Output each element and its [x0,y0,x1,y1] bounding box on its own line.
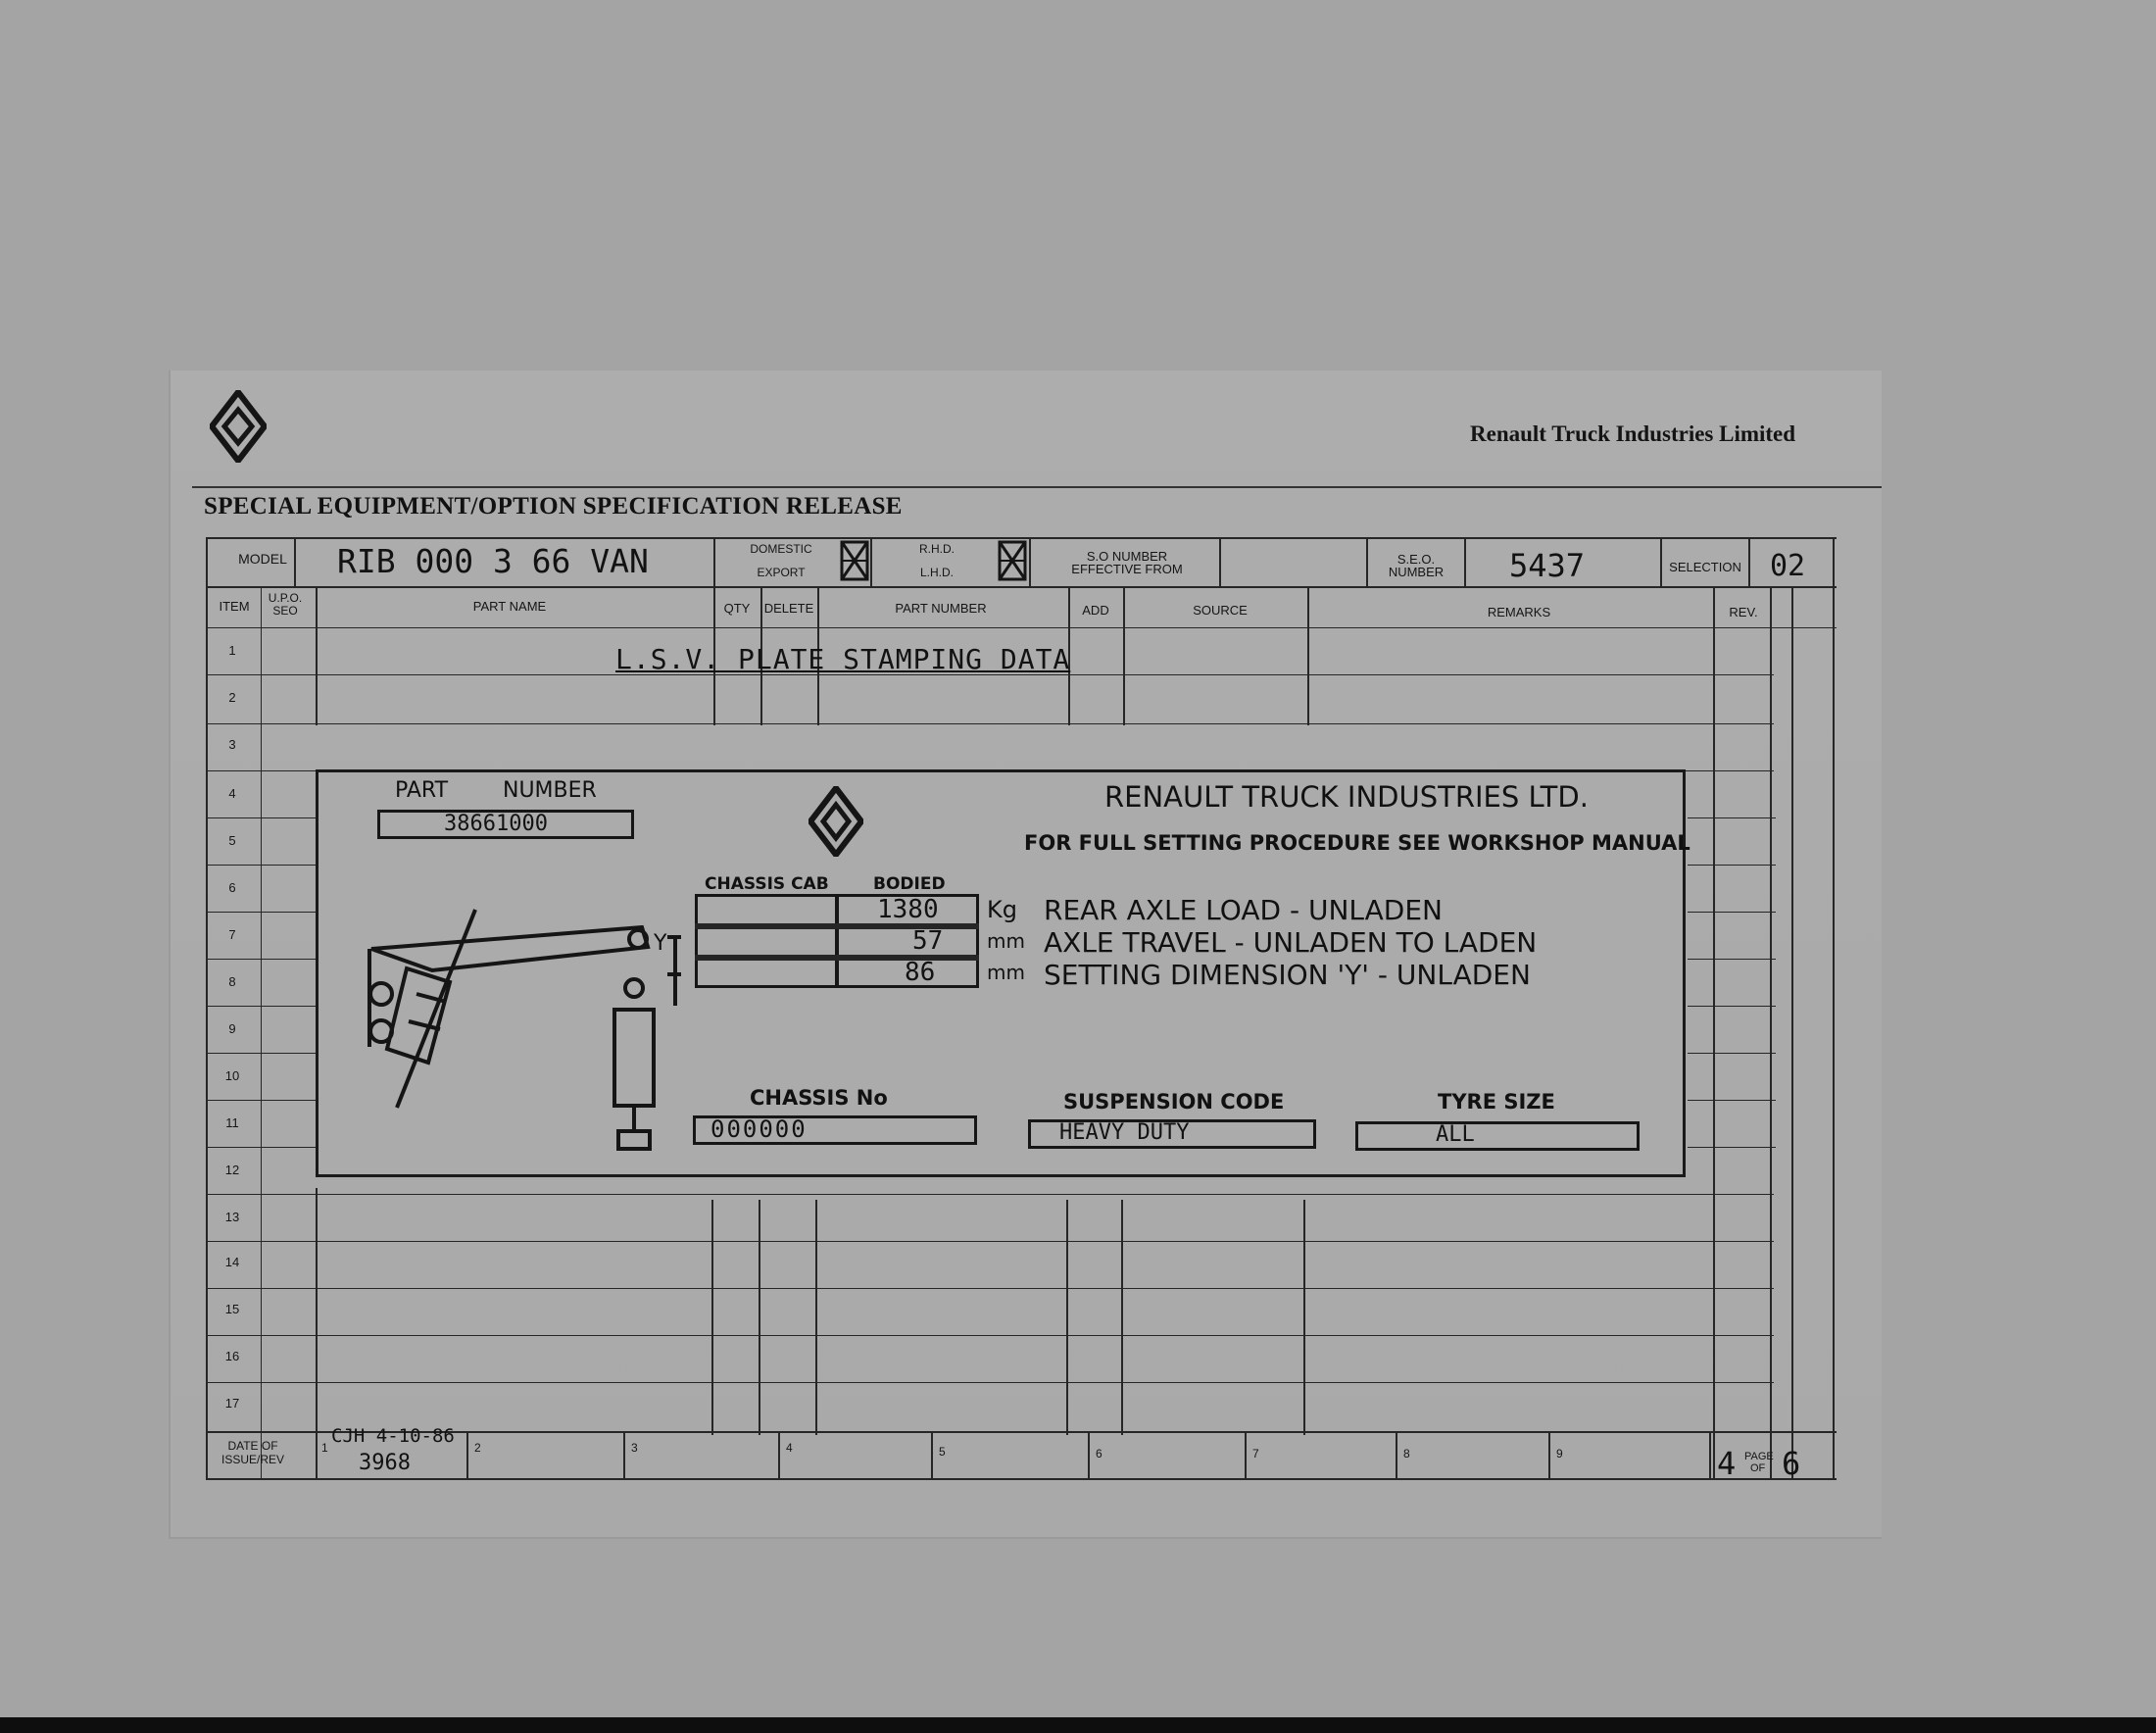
grid-line [206,1288,1774,1289]
grid-line [1688,1100,1776,1101]
page-current: 4 [1717,1445,1737,1482]
grid-line [206,817,316,818]
row-number: 2 [228,690,236,705]
grid-line [1303,1200,1305,1435]
suspension-code-label: SUSPENSION CODE [1063,1090,1285,1114]
grid-line [206,537,1837,539]
grid-line [1791,586,1793,1480]
row-number: 10 [224,1068,240,1083]
stamping-plate [316,769,1690,1177]
issue-slot-number: 1 [321,1441,328,1455]
row-number: 16 [224,1349,240,1363]
grid-line [206,1053,316,1054]
grid-line [206,537,208,1478]
issue-slot-number: 3 [631,1441,638,1455]
spec-unit: Kg [987,896,1017,923]
grid-line [1688,865,1776,866]
spec-description: SETTING DIMENSION 'Y' - UNLADEN [1044,959,1531,991]
grid-line [206,723,1774,724]
page-label: PAGE [1744,1451,1774,1462]
spec-chassis-cab-box [695,894,838,988]
grid-line [623,1431,625,1480]
seo-number-label: S.E.O. [1396,552,1436,567]
row-number: 15 [224,1302,240,1316]
page-of-label: OF [1750,1462,1766,1474]
suspension-diagram-icon [348,900,681,1164]
col-part-name: PART NAME [472,599,547,614]
col-source: SOURCE [1193,603,1248,618]
grid-line [1688,1006,1776,1007]
issue-1-signature: CJH 4-10-86 [331,1425,455,1447]
grid-line [206,627,1837,628]
issue-slot-number: 2 [474,1441,481,1455]
plate-part-label: PART [395,778,449,803]
page-total: 6 [1782,1445,1801,1482]
spec-description: AXLE TRAVEL - UNLADEN TO LADEN [1044,926,1538,959]
row-number: 8 [228,974,236,989]
row-number: 7 [228,927,236,942]
row-number: 4 [228,786,236,801]
spec-value: 57 [912,926,944,956]
row-number: 1 [228,643,236,658]
grid-line [713,537,715,586]
export-label: EXPORT [757,566,806,579]
chassis-no-label: CHASSIS No [750,1086,888,1110]
domestic-label: DOMESTIC [750,542,812,556]
grid-line [316,586,318,725]
spec-value: 1380 [877,895,939,924]
plate-renault-logo-icon [808,786,863,857]
seo-number-value: 5437 [1509,547,1586,584]
grid-line [1219,537,1221,586]
grid-line [466,1431,468,1480]
grid-line [206,1147,316,1148]
grid-line [1245,1431,1247,1480]
date-of-issue-label-2: ISSUE/REV [220,1453,285,1466]
row-number: 17 [224,1396,240,1411]
row-number: 3 [228,737,236,752]
spec-value: 86 [905,958,936,987]
plate-part-number-value: 38661000 [444,812,548,836]
spec-description: REAR AXLE LOAD - UNLADEN [1044,894,1443,926]
grid-line [1366,537,1368,586]
grid-line [206,586,1837,588]
row-number: 9 [228,1021,236,1036]
grid-line [1688,1147,1776,1148]
grid-line [1464,537,1466,586]
seo-number-label-2: NUMBER [1388,565,1445,579]
rhd-label: R.H.D. [919,542,955,556]
row-number: 14 [224,1255,240,1269]
header-rule [192,486,1882,488]
grid-line [206,865,316,866]
row-number: 11 [225,1115,239,1130]
plate-number-label: NUMBER [503,778,597,803]
grid-line [1548,1431,1550,1480]
grid-line [316,1188,318,1480]
grid-line [261,586,262,1480]
grid-line [1748,537,1750,586]
diagram-y-label: Y [654,931,667,956]
grid-line [206,912,316,913]
row-number: 13 [224,1210,240,1224]
chassis-cab-label: CHASSIS CAB [705,874,829,894]
col-part-number: PART NUMBER [895,601,987,616]
issue-slot-number: 9 [1556,1447,1563,1461]
renault-logo-icon [210,390,267,463]
chassis-no-value: 000000 [710,1115,808,1143]
grid-line [1713,586,1715,1480]
grid-line [1688,1053,1776,1054]
grid-line [1123,586,1125,725]
grid-line [1709,1431,1711,1480]
selection-label: SELECTION [1669,560,1741,574]
spec-unit: mm [987,961,1025,984]
grid-line [206,959,316,960]
grid-line [759,1200,760,1435]
grid-line [294,537,296,586]
issue-slot-number: 8 [1403,1447,1410,1461]
lhd-label: L.H.D. [919,566,954,579]
grid-line [815,1200,817,1435]
form-title: SPECIAL EQUIPMENT/OPTION SPECIFICATION RELEASE [204,493,903,520]
domestic-export-checkbox[interactable] [840,540,869,581]
plate-company: RENAULT TRUCK INDUSTRIES LTD. [1104,780,1589,814]
grid-line [1088,1431,1090,1480]
issue-slot-number: 7 [1252,1447,1259,1461]
issue-slot-number: 6 [1096,1447,1102,1461]
grid-line [778,1431,780,1480]
grid-line [870,537,872,586]
col-rev: REV. [1729,605,1758,619]
row1-part-name: L.S.V. PLATE STAMPING DATA [615,643,1071,675]
grid-line [206,1382,1774,1383]
issue-slot-number: 5 [939,1445,946,1459]
grid-line [206,1006,316,1007]
grid-line [931,1431,933,1480]
col-upo-2: SEO [272,604,298,618]
photo-frame-edge [0,1717,2156,1733]
suspension-code-value: HEAVY DUTY [1059,1120,1190,1145]
grid-line [1066,1200,1068,1435]
grid-line [1396,1431,1397,1480]
company-name: Renault Truck Industries Limited [1470,421,1796,446]
grid-line [1688,959,1776,960]
grid-line [206,1241,1774,1242]
issue-slot-number: 4 [786,1441,793,1455]
so-number-label: S.O NUMBER [1086,549,1168,564]
tyre-size-label: TYRE SIZE [1438,1090,1555,1114]
grid-line [206,1478,1837,1480]
grid-line [1029,537,1031,586]
col-delete: DELETE [763,601,814,616]
tyre-size-value: ALL [1436,1122,1475,1147]
row-number: 12 [224,1163,240,1177]
issue-1-rev: 3968 [359,1451,411,1475]
grid-line [1688,912,1776,913]
bodied-label: BODIED [873,874,946,894]
date-of-issue-label: DATE OF [227,1439,278,1453]
grid-line [1121,1200,1123,1435]
col-qty: QTY [723,601,751,616]
effective-from-label: EFFECTIVE FROM [1071,562,1183,576]
col-add: ADD [1082,603,1109,618]
tyre-size-box [1355,1121,1640,1151]
col-item: ITEM [219,599,250,614]
grid-line [1770,586,1772,1480]
grid-line [206,1194,1774,1195]
grid-line [711,1200,713,1435]
col-upo: U.P.O. [268,591,303,605]
plate-procedure-note: FOR FULL SETTING PROCEDURE SEE WORKSHOP MANUAL [1024,831,1690,855]
grid-line [1688,817,1776,818]
model-label: MODEL [238,551,287,567]
row-number: 6 [228,880,236,895]
col-remarks: REMARKS [1487,605,1551,619]
grid-line [1307,586,1309,725]
row-number: 5 [228,833,236,848]
model-value: RIB 000 3 66 VAN [337,542,649,580]
grid-line [206,1335,1774,1336]
grid-line [1833,537,1835,1478]
spec-unit: mm [987,929,1025,953]
selection-value: 02 [1770,549,1806,583]
grid-line [206,1100,316,1101]
rhd-lhd-checkbox[interactable] [998,540,1027,581]
